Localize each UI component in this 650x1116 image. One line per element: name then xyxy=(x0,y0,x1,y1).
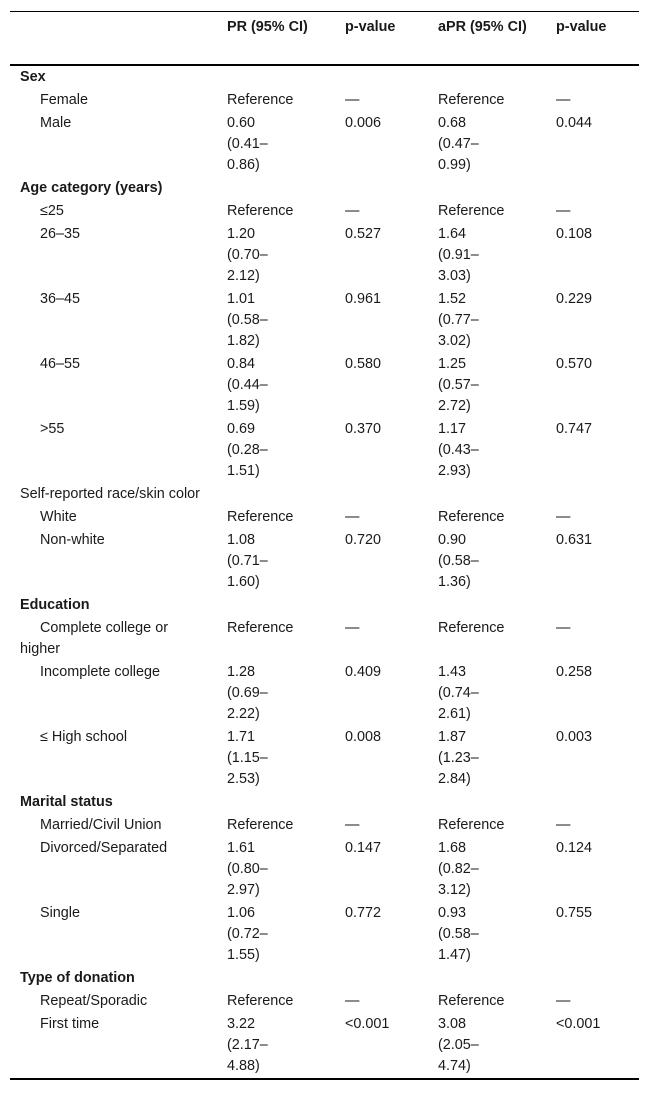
pr-ci-cell-text: Reference xyxy=(227,620,294,636)
table-row xyxy=(10,288,639,353)
apr-ci-cell xyxy=(428,617,546,661)
pr-ci-cell xyxy=(217,902,335,967)
pr-ci-cell-text: Reference xyxy=(227,817,294,833)
category-row xyxy=(10,967,639,990)
adjusted-p-value-cell: 0.631 xyxy=(556,532,593,548)
apr-ci-cell-text: Reference xyxy=(438,993,505,1009)
table-row xyxy=(10,617,639,661)
table-row xyxy=(10,223,639,288)
apr-ci-cell xyxy=(428,837,546,902)
adjusted-p-value-cell: — xyxy=(556,509,571,525)
pr-ci-cell-text: 1.01 (0.58–1.82) xyxy=(227,291,268,349)
apr-ci-cell-text: 0.93 (0.58–1.47) xyxy=(438,905,479,963)
p-value-cell: 0.961 xyxy=(345,291,382,307)
apr-ci-cell-text: 0.68 (0.47–0.99) xyxy=(438,115,479,173)
results-table-container xyxy=(10,11,639,1080)
p-value-cell: 0.527 xyxy=(345,226,382,242)
category-label: Sex xyxy=(20,69,46,85)
row-label: Non-white xyxy=(40,532,105,548)
pr-ci-cell-text: Reference xyxy=(227,203,294,219)
pr-ci-cell xyxy=(217,288,335,353)
apr-ci-cell xyxy=(428,200,546,223)
p-value-cell: — xyxy=(345,203,360,219)
table-row xyxy=(10,506,639,529)
pr-ci-cell xyxy=(217,814,335,837)
table-row xyxy=(10,89,639,112)
pr-ci-cell-text: 1.61 (0.80–2.97) xyxy=(227,840,268,898)
table-row xyxy=(10,726,639,791)
row-label: Incomplete college xyxy=(40,664,160,680)
apr-ci-cell-text: 1.68 (0.82–3.12) xyxy=(438,840,479,898)
category-label: Age category (years) xyxy=(20,180,163,196)
row-label: >55 xyxy=(40,421,65,437)
category-label: Education xyxy=(20,597,90,613)
apr-ci-cell-text: Reference xyxy=(438,92,505,108)
apr-ci-cell xyxy=(428,814,546,837)
table-row xyxy=(10,200,639,223)
apr-ci-cell xyxy=(428,418,546,483)
header-pr-ci: PR (95% CI) xyxy=(227,19,308,35)
header-row xyxy=(10,12,639,66)
pr-ci-cell-text: 0.84 (0.44–1.59) xyxy=(227,356,268,414)
pr-ci-cell-text: 1.71 (1.15–2.53) xyxy=(227,729,268,787)
apr-ci-cell-text: 1.43 (0.74–2.61) xyxy=(438,664,479,722)
apr-ci-cell-text: 1.52 (0.77–3.02) xyxy=(438,291,479,349)
adjusted-p-value-cell: — xyxy=(556,620,571,636)
header-adjusted-p-value: p-value xyxy=(556,19,607,35)
p-value-cell: <0.001 xyxy=(345,1016,390,1032)
adjusted-p-value-cell: — xyxy=(556,993,571,1009)
pr-ci-cell-text: 1.08 (0.71–1.60) xyxy=(227,532,268,590)
apr-ci-cell xyxy=(428,506,546,529)
row-label: ≤ High school xyxy=(40,729,128,745)
pr-ci-cell xyxy=(217,1013,335,1079)
pr-ci-cell-text: 1.20 (0.70–2.12) xyxy=(227,226,268,284)
row-label: Married/Civil Union xyxy=(40,817,162,833)
apr-ci-cell xyxy=(428,353,546,418)
table-row xyxy=(10,1013,639,1079)
table-row xyxy=(10,837,639,902)
apr-ci-cell-text: Reference xyxy=(438,620,505,636)
p-value-cell: 0.006 xyxy=(345,115,382,131)
apr-ci-cell xyxy=(428,223,546,288)
p-value-cell: 0.580 xyxy=(345,356,382,372)
apr-ci-cell-text: Reference xyxy=(438,203,505,219)
apr-ci-cell xyxy=(428,288,546,353)
p-value-cell: — xyxy=(345,620,360,636)
p-value-cell: 0.008 xyxy=(345,729,382,745)
apr-ci-cell xyxy=(428,529,546,594)
pr-ci-cell xyxy=(217,726,335,791)
pr-ci-cell xyxy=(217,418,335,483)
row-label: ≤25 xyxy=(40,203,64,219)
category-row xyxy=(10,65,639,89)
pr-ci-cell-text: 0.69 (0.28–1.51) xyxy=(227,421,268,479)
pr-ci-cell xyxy=(217,990,335,1013)
adjusted-p-value-cell: 0.258 xyxy=(556,664,593,680)
adjusted-p-value-cell: — xyxy=(556,817,571,833)
header-apr-ci: aPR (95% CI) xyxy=(438,19,527,35)
table-row xyxy=(10,529,639,594)
p-value-cell: 0.147 xyxy=(345,840,382,856)
row-label: Single xyxy=(40,905,81,921)
pr-ci-cell xyxy=(217,661,335,726)
row-label: 36–45 xyxy=(40,291,81,307)
apr-ci-cell-text: 1.17 (0.43–2.93) xyxy=(438,421,479,479)
row-label: Male xyxy=(40,115,72,131)
pr-ci-cell-text: 0.60 (0.41–0.86) xyxy=(227,115,268,173)
pr-ci-cell xyxy=(217,223,335,288)
header-p-value: p-value xyxy=(345,19,396,35)
table-row xyxy=(10,990,639,1013)
category-row xyxy=(10,791,639,814)
pr-ci-cell xyxy=(217,837,335,902)
row-label: First time xyxy=(40,1016,100,1032)
pr-ci-cell-text: Reference xyxy=(227,993,294,1009)
p-value-cell: — xyxy=(345,509,360,525)
p-value-cell: 0.720 xyxy=(345,532,382,548)
apr-ci-cell-text: Reference xyxy=(438,817,505,833)
apr-ci-cell xyxy=(428,661,546,726)
apr-ci-cell xyxy=(428,89,546,112)
adjusted-p-value-cell: <0.001 xyxy=(556,1016,601,1032)
adjusted-p-value-cell: 0.124 xyxy=(556,840,593,856)
category-label: Type of donation xyxy=(20,970,135,986)
pr-ci-cell-text: Reference xyxy=(227,92,294,108)
table-header xyxy=(10,12,639,66)
prevalence-ratio-table xyxy=(10,11,639,1080)
adjusted-p-value-cell: 0.044 xyxy=(556,115,593,131)
apr-ci-cell xyxy=(428,726,546,791)
apr-ci-cell xyxy=(428,1013,546,1079)
category-label: Marital status xyxy=(20,794,113,810)
table-row xyxy=(10,418,639,483)
pr-ci-cell xyxy=(217,353,335,418)
adjusted-p-value-cell: — xyxy=(556,92,571,108)
apr-ci-cell-text: 1.25 (0.57–2.72) xyxy=(438,356,479,414)
table-row xyxy=(10,902,639,967)
category-row xyxy=(10,483,639,506)
pr-ci-cell-text: 1.06 (0.72–1.55) xyxy=(227,905,268,963)
row-label: 26–35 xyxy=(40,226,81,242)
apr-ci-cell-text: 1.87 (1.23–2.84) xyxy=(438,729,479,787)
apr-ci-cell-text: Reference xyxy=(438,509,505,525)
p-value-cell: — xyxy=(345,993,360,1009)
apr-ci-cell-text: 0.90 (0.58–1.36) xyxy=(438,532,479,590)
adjusted-p-value-cell: — xyxy=(556,203,571,219)
table-row xyxy=(10,661,639,726)
header-variable xyxy=(10,12,217,66)
category-row xyxy=(10,177,639,200)
row-label: Divorced/Separated xyxy=(40,840,168,856)
adjusted-p-value-cell: 0.108 xyxy=(556,226,593,242)
adjusted-p-value-cell: 0.570 xyxy=(556,356,593,372)
category-row xyxy=(10,594,639,617)
category-label: Self-reported race/skin color xyxy=(20,486,200,502)
table-row xyxy=(10,814,639,837)
row-label: 46–55 xyxy=(40,356,81,372)
pr-ci-cell xyxy=(217,200,335,223)
pr-ci-cell xyxy=(217,529,335,594)
adjusted-p-value-cell: 0.003 xyxy=(556,729,593,745)
row-label: White xyxy=(40,509,77,525)
apr-ci-cell xyxy=(428,990,546,1013)
p-value-cell: 0.772 xyxy=(345,905,382,921)
p-value-cell: — xyxy=(345,817,360,833)
apr-ci-cell xyxy=(428,902,546,967)
pr-ci-cell-text: Reference xyxy=(227,509,294,525)
pr-ci-cell xyxy=(217,506,335,529)
table-row xyxy=(10,353,639,418)
adjusted-p-value-cell: 0.747 xyxy=(556,421,593,437)
pr-ci-cell xyxy=(217,617,335,661)
apr-ci-cell xyxy=(428,112,546,177)
apr-ci-cell-text: 1.64 (0.91–3.03) xyxy=(438,226,479,284)
table-body xyxy=(10,65,639,1079)
row-label: Complete college or higher xyxy=(20,620,168,657)
p-value-cell: 0.409 xyxy=(345,664,382,680)
pr-ci-cell xyxy=(217,89,335,112)
pr-ci-cell xyxy=(217,112,335,177)
apr-ci-cell-text: 3.08 (2.05–4.74) xyxy=(438,1016,479,1074)
row-label: Female xyxy=(40,92,88,108)
p-value-cell: 0.370 xyxy=(345,421,382,437)
pr-ci-cell-text: 3.22 (2.17–4.88) xyxy=(227,1016,268,1074)
row-label: Repeat/Sporadic xyxy=(40,993,148,1009)
pr-ci-cell-text: 1.28 (0.69–2.22) xyxy=(227,664,268,722)
adjusted-p-value-cell: 0.229 xyxy=(556,291,593,307)
adjusted-p-value-cell: 0.755 xyxy=(556,905,593,921)
p-value-cell: — xyxy=(345,92,360,108)
table-row xyxy=(10,112,639,177)
